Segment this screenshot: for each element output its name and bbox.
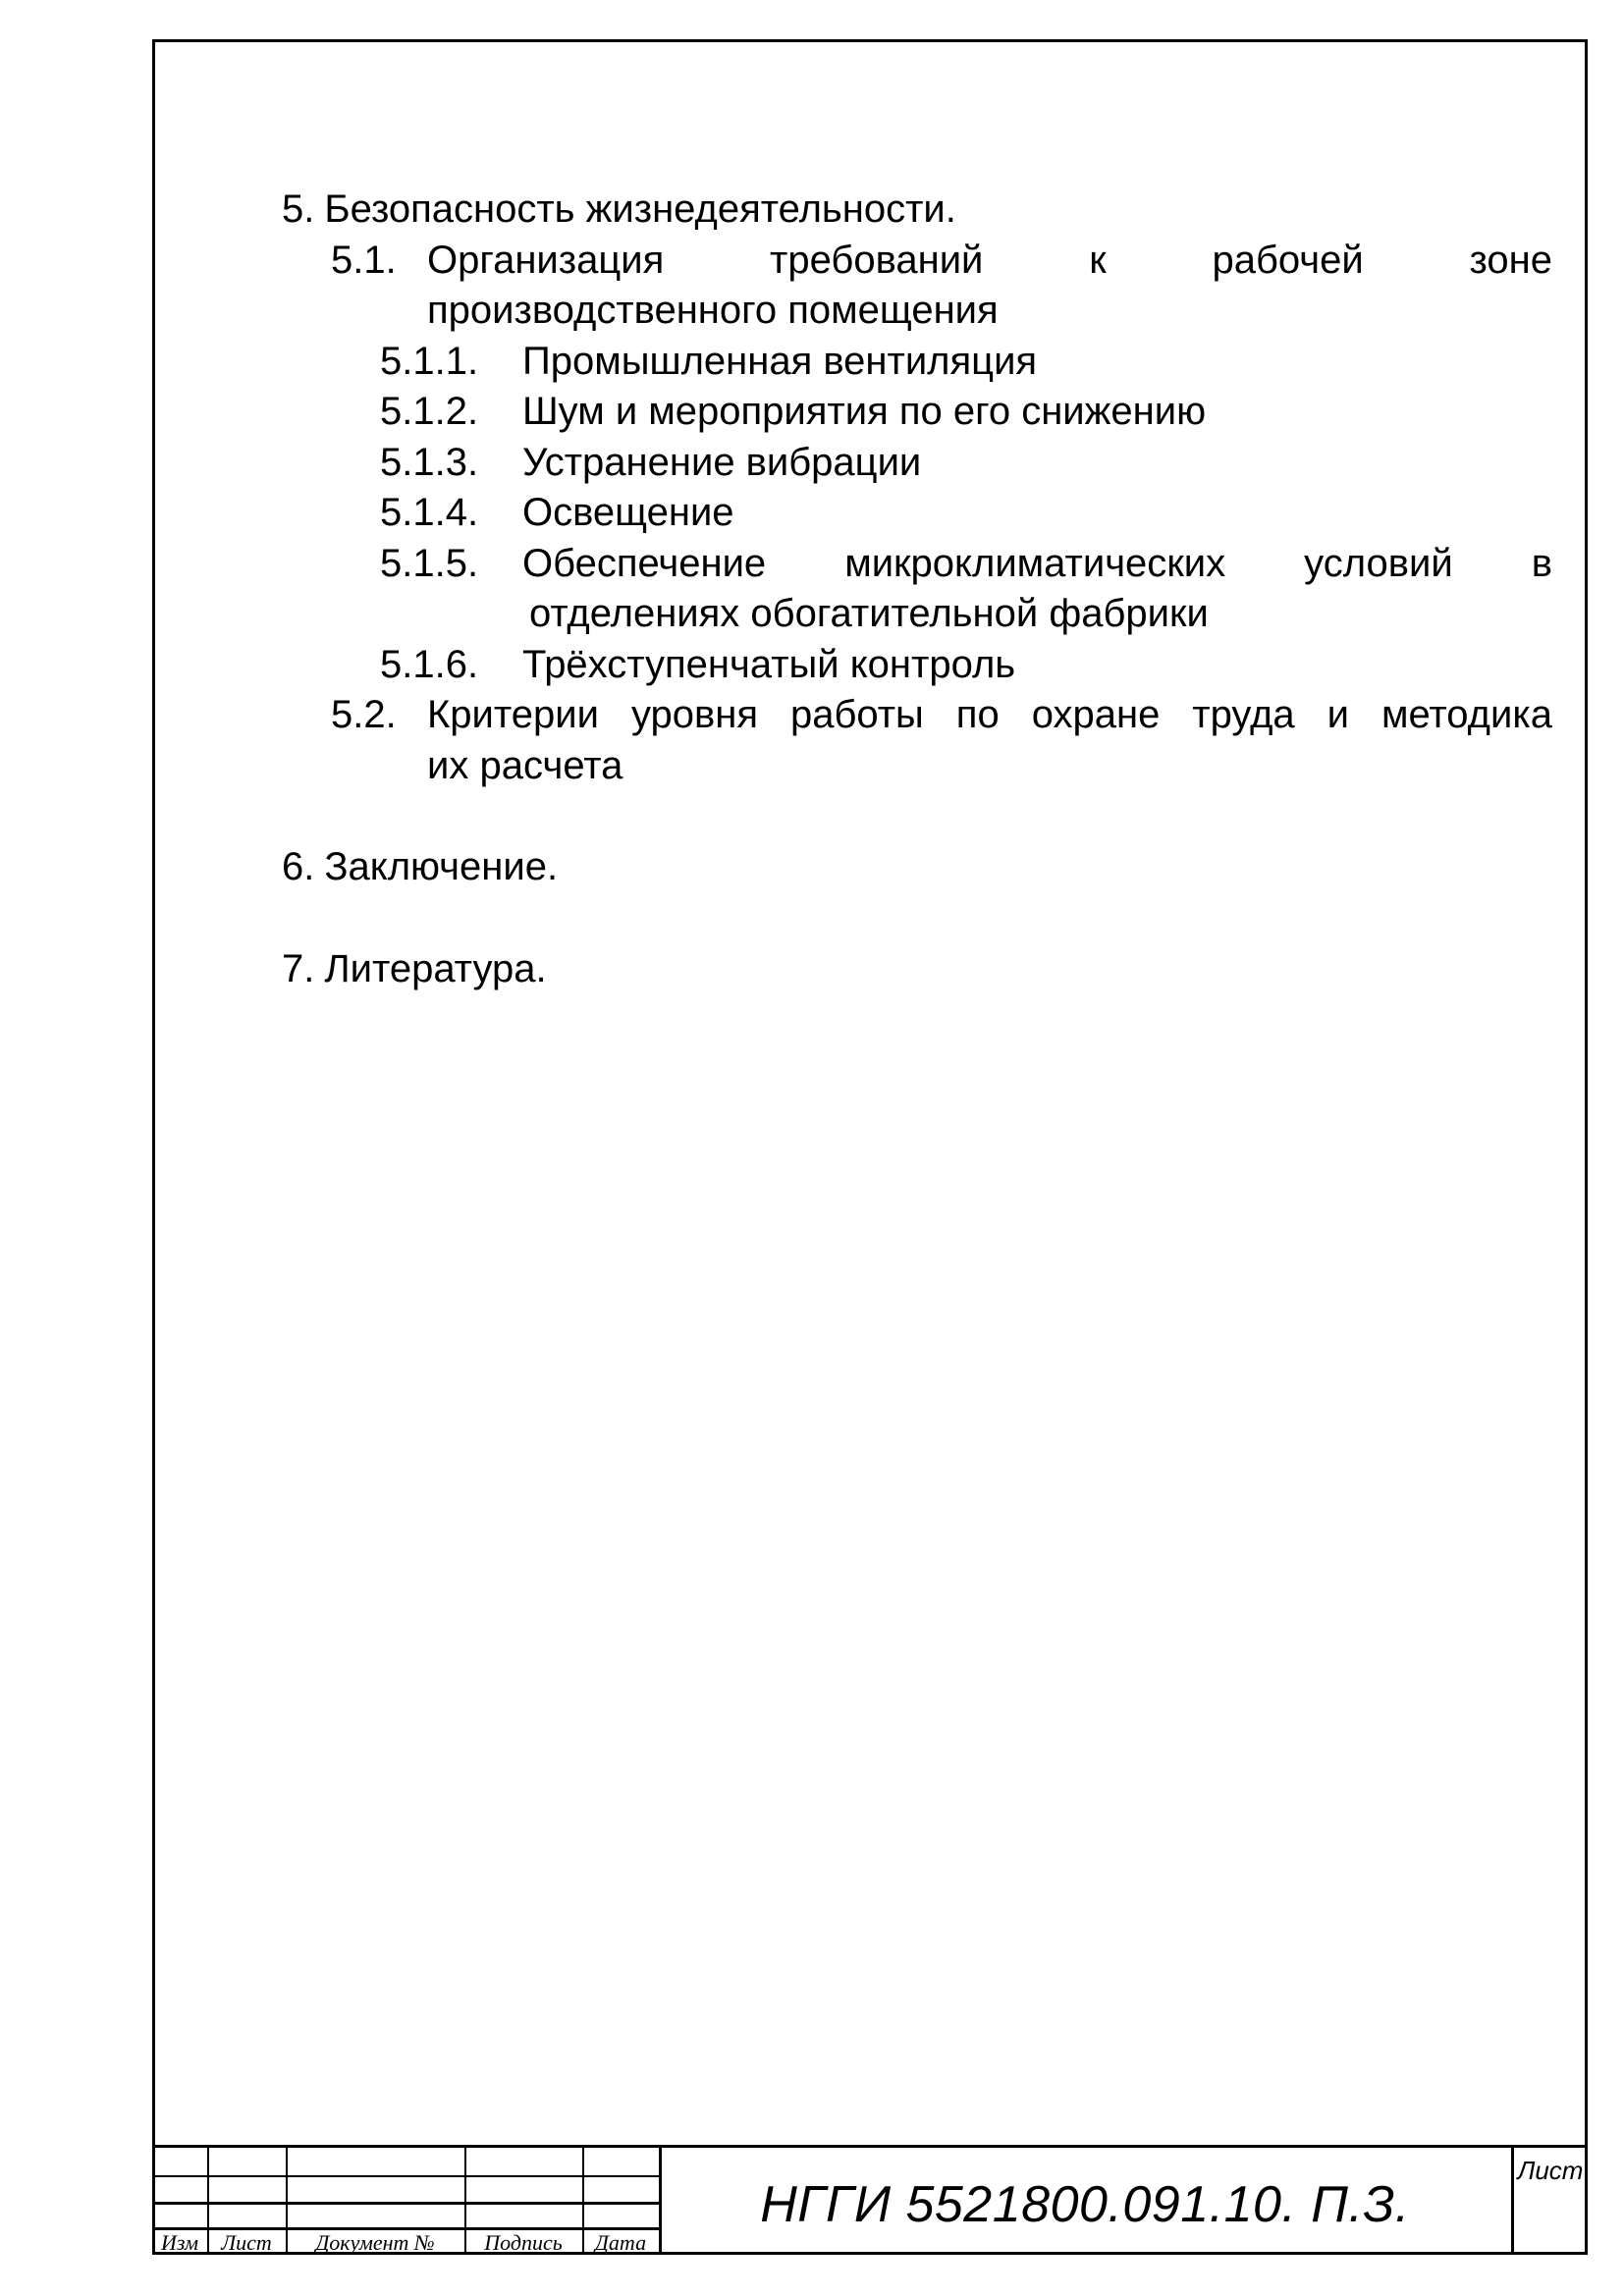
toc-number: 5.1.1. [380, 339, 479, 383]
toc-word: условий [1304, 541, 1453, 585]
header-data: Дата [594, 2230, 647, 2255]
header-list: Лист [221, 2230, 272, 2255]
toc-item-5-1-1 [282, 337, 1552, 388]
toc-text: Устранение вибрации [522, 440, 922, 484]
toc-item-7 [282, 944, 1552, 995]
toc-text: Литература. [324, 946, 547, 990]
header-izm: Изм [161, 2230, 198, 2255]
toc-item-6 [282, 842, 1552, 893]
toc-item-5-1-5 [282, 539, 1552, 590]
toc-word: уровня [630, 693, 758, 736]
toc-number: 5.1.6. [380, 642, 479, 686]
toc-number: 5.1. [331, 238, 397, 282]
toc-text [522, 539, 1552, 590]
toc-text [427, 690, 1552, 741]
table-of-contents [282, 185, 1552, 994]
toc-word: рабочей [1212, 238, 1364, 282]
toc-word: зоне [1469, 238, 1552, 282]
toc-number: 5.2. [331, 693, 397, 736]
toc-word: методика [1380, 693, 1552, 736]
toc-word: к [1089, 238, 1107, 282]
toc-continuation: производственного помещения [427, 289, 999, 332]
toc-word: требований [770, 238, 984, 282]
toc-number: 5.1.5. [380, 541, 479, 585]
toc-word: Обеспечение [522, 541, 767, 585]
toc-item-5-2 [282, 690, 1552, 741]
header-podpis: Подпись [484, 2230, 563, 2255]
spacer [282, 893, 1552, 944]
title-block [152, 2145, 1588, 2255]
toc-word: и [1326, 693, 1349, 736]
toc-text: Шум и мероприятия по его снижению [522, 390, 1207, 433]
toc-word: труда [1192, 693, 1295, 736]
toc-word: в [1531, 541, 1552, 585]
toc-continuation: отделениях обогатительной фабрики [529, 592, 1209, 635]
toc-number: 5.1.2. [380, 390, 479, 433]
toc-text [427, 236, 1552, 287]
toc-word: работы [789, 693, 924, 736]
toc-item-5-1-6 [282, 640, 1552, 691]
toc-word: охране [1031, 693, 1161, 736]
toc-continuation: их расчета [427, 743, 623, 787]
toc-word: Организация [427, 238, 665, 282]
toc-text: Безопасность жизнедеятельности. [324, 187, 956, 231]
toc-word: по [955, 693, 1000, 736]
toc-item-5-1-3 [282, 438, 1552, 489]
toc-item-5 [282, 185, 1552, 236]
toc-item-5-1-2 [282, 387, 1552, 438]
toc-item-5-1 [282, 236, 1552, 287]
sheet-label: Лист [1517, 2156, 1584, 2185]
toc-text: Трёхступенчатый контроль [522, 642, 1016, 686]
toc-number: 6. [282, 845, 315, 888]
toc-number: 5.1.3. [380, 440, 479, 484]
toc-number: 7. [282, 946, 315, 990]
toc-text: Заключение. [324, 845, 559, 888]
toc-item-5-1-4 [282, 488, 1552, 539]
toc-number: 5. [282, 187, 315, 231]
document-designation: НГГИ 5521800.091.10. П.З. [760, 2176, 1410, 2233]
toc-word: Критерии [427, 693, 599, 736]
toc-text: Промышленная вентиляция [522, 339, 1038, 383]
toc-word: микроклиматических [844, 541, 1226, 585]
header-document: Документ № [315, 2230, 435, 2255]
toc-number: 5.1.4. [380, 491, 479, 534]
toc-text: Освещение [522, 491, 734, 534]
spacer [282, 791, 1552, 842]
